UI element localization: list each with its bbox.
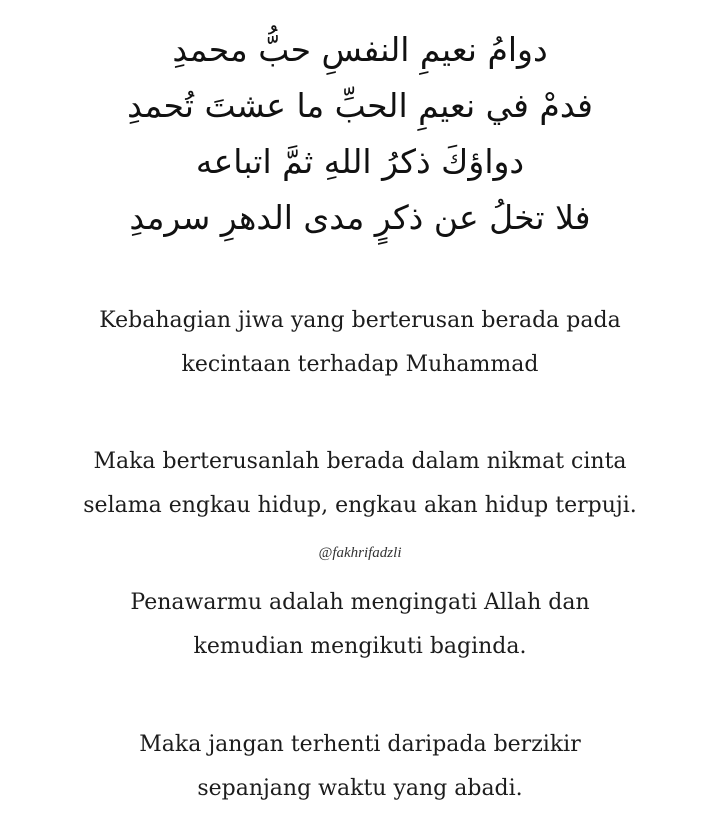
stanza-2-line-2: selama engkau hidup, engkau akan hidup terpuji. — [83, 493, 637, 518]
arabic-line-1: دوامُ نعيمِ النفسِ حبُّ محمدِ — [172, 30, 548, 69]
stanza-1-line-1: Kebahagian jiwa yang berterusan berada pada — [99, 308, 621, 333]
arabic-line-3: دواؤكَ ذكرُ اللهِ ثمَّ اتباعه — [195, 142, 525, 181]
stanza-4-line-1: Maka jangan terhenti daripada berzikir — [139, 732, 581, 757]
stanza-3-line-2: kemudian mengikuti baginda. — [193, 634, 527, 659]
arabic-line-2: فدمْ في نعيمِ الحبِّ ما عشتَ تُحمدِ — [127, 86, 593, 125]
arabic-poem — [120, 22, 600, 246]
stanza-1-line-2: kecintaan terhadap Muhammad — [181, 352, 539, 377]
stanza-2-line-1: Maka berterusanlah berada dalam nikmat cinta — [93, 449, 627, 474]
arabic-line-4: فلا تخلُ عن ذكرٍ مدى الدهرِ سرمدِ — [129, 198, 591, 237]
author-handle: @fakhrifadzli — [318, 545, 402, 561]
stanza-4-line-2: sepanjang waktu yang abadi. — [197, 776, 523, 801]
stanza-3-line-1: Penawarmu adalah mengingati Allah dan — [130, 590, 590, 615]
